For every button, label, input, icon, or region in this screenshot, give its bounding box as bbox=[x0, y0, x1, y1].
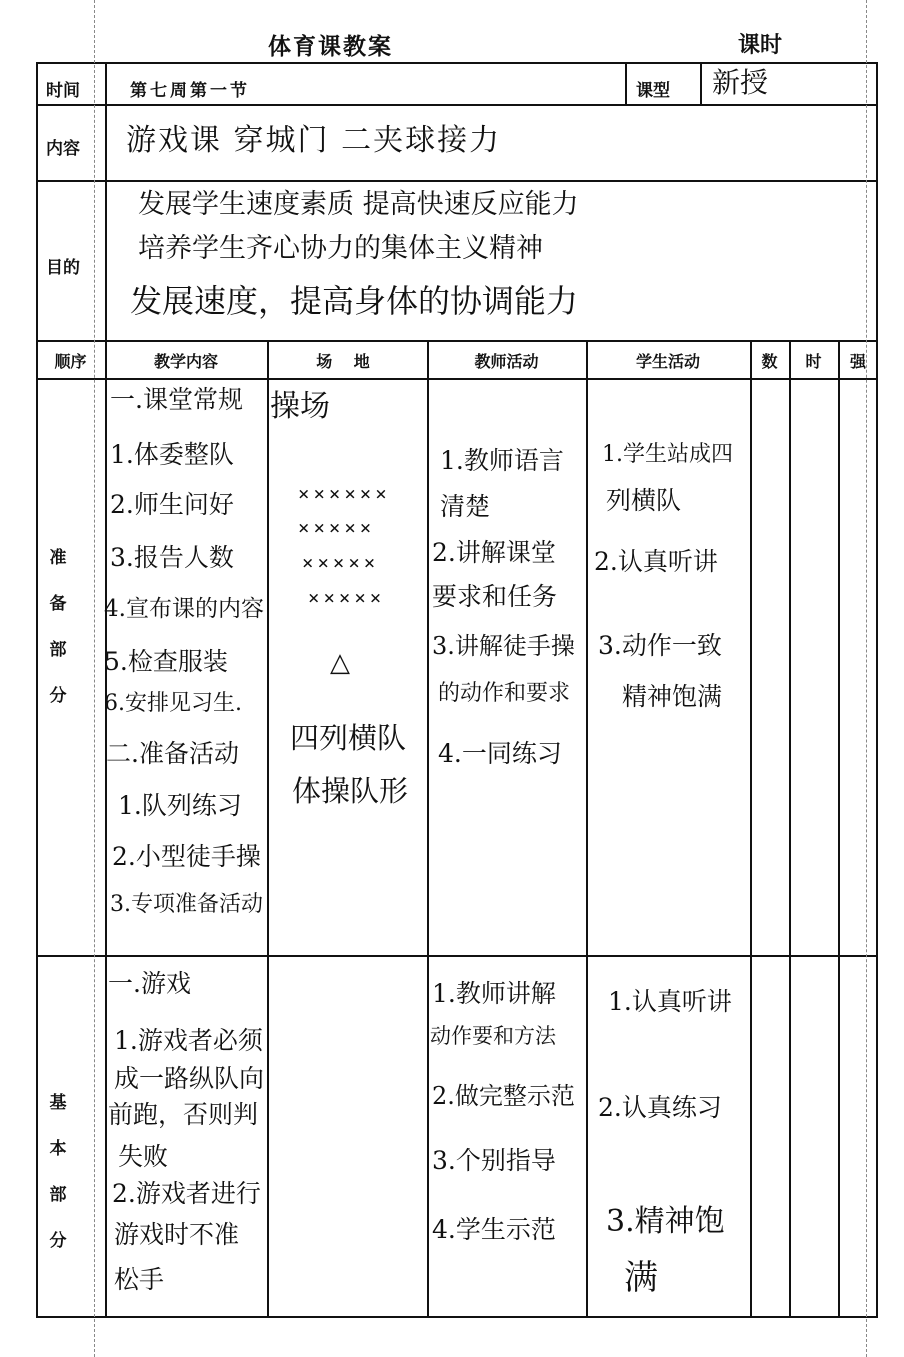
prep-teaching-line: 3.专项准备活动 bbox=[110, 892, 263, 917]
basic-teaching-line: 松手 bbox=[114, 1265, 165, 1294]
prep-teaching-line: 6.安排见习生. bbox=[104, 691, 242, 716]
time-label: 时间 bbox=[46, 81, 80, 101]
prep-site-place: 操场 bbox=[270, 389, 330, 424]
prep-teaching-line: 1.队列练习 bbox=[118, 791, 242, 820]
prep-student-line: 3.动作一致 bbox=[598, 631, 722, 660]
section-label-prep: 准备部分 bbox=[49, 548, 67, 706]
prep-teacher-line: 的动作和要求 bbox=[438, 681, 571, 706]
prep-teaching-line: 1.体委整队 bbox=[110, 440, 234, 469]
basic-student-line: 2.认真练习 bbox=[598, 1093, 722, 1122]
prep-student-line: 精神饱满 bbox=[622, 682, 723, 711]
content-value: 游戏课 穿城门 二夹球接力 bbox=[126, 123, 502, 158]
header-count: 数 bbox=[761, 352, 778, 371]
col-divider bbox=[838, 340, 840, 1318]
period-label: 课时 bbox=[738, 33, 783, 58]
goal-line: 培养学生齐心协力的集体主义精神 bbox=[138, 233, 543, 264]
basic-teacher-line: 3.个别指导 bbox=[432, 1146, 556, 1175]
prep-teaching-line: 2.师生问好 bbox=[110, 490, 234, 519]
prep-site-caption: 体操队形 bbox=[292, 774, 409, 808]
time-value: 第七周第一节 bbox=[130, 81, 250, 101]
col-divider bbox=[700, 62, 702, 104]
basic-teaching-line: 前跑，否则判 bbox=[108, 1100, 259, 1129]
col-divider bbox=[267, 340, 269, 1318]
basic-teacher-line: 1.教师讲解 bbox=[432, 979, 556, 1008]
header-time: 时 bbox=[805, 352, 822, 371]
basic-teaching-line: 1.游戏者必须 bbox=[114, 1026, 263, 1055]
prep-teaching-line: 3.报告人数 bbox=[110, 543, 234, 572]
prep-teacher-line: 清楚 bbox=[440, 492, 491, 521]
col-divider bbox=[789, 340, 791, 1318]
prep-student-line: 1.学生站成四 bbox=[602, 442, 733, 467]
goal-line: 发展速度，提高身体的协调能力 bbox=[130, 282, 579, 320]
basic-teacher-line: 2.做完整示范 bbox=[432, 1082, 575, 1110]
prep-student-line: 列横队 bbox=[606, 486, 682, 515]
basic-teaching-line: 成一路纵队向 bbox=[114, 1064, 265, 1093]
basic-student-line: 1.认真听讲 bbox=[608, 987, 732, 1016]
scan-fold-line bbox=[94, 0, 95, 1357]
prep-site-caption: 四列横队 bbox=[290, 721, 407, 755]
prep-teaching-line: 2.小型徒手操 bbox=[112, 842, 261, 871]
basic-teaching-line: 失败 bbox=[118, 1142, 169, 1171]
basic-teaching-line: 游戏时不准 bbox=[114, 1220, 240, 1249]
formation-row: ×××××× bbox=[298, 483, 391, 505]
prep-teacher-line: 4.一同练习 bbox=[438, 739, 562, 768]
col-divider bbox=[105, 62, 107, 1318]
col-divider bbox=[625, 62, 627, 104]
prep-teaching-line: 一.课堂常规 bbox=[110, 385, 243, 414]
formation-row: ××××× bbox=[308, 587, 386, 609]
header-site: 场 地 bbox=[316, 352, 378, 371]
prep-teacher-line: 3.讲解徒手操 bbox=[432, 632, 575, 660]
prep-teaching-line: 5.检查服装 bbox=[104, 647, 228, 676]
goal-label: 目的 bbox=[46, 258, 80, 278]
header-intensity: 强 bbox=[849, 352, 866, 371]
prep-teacher-line: 要求和任务 bbox=[432, 582, 558, 611]
basic-teacher-line: 4.学生示范 bbox=[432, 1215, 556, 1244]
header-student: 学生活动 bbox=[635, 352, 700, 371]
section-label-basic: 基本部分 bbox=[49, 1093, 67, 1251]
prep-teacher-line: 2.讲解课堂 bbox=[432, 538, 556, 567]
basic-teaching-line: 一.游戏 bbox=[108, 969, 191, 998]
teacher-position-icon: △ bbox=[330, 648, 350, 678]
col-divider bbox=[750, 340, 752, 1318]
prep-teaching-line: 4.宣布课的内容 bbox=[104, 596, 264, 622]
header-teaching: 教学内容 bbox=[153, 352, 218, 371]
lesson-type-value: 新授 bbox=[712, 66, 769, 99]
formation-row: ××××× bbox=[298, 517, 376, 539]
goal-line: 发展学生速度素质 提高快速反应能力 bbox=[138, 189, 579, 220]
row-divider bbox=[36, 104, 878, 106]
header-order: 顺序 bbox=[54, 352, 87, 371]
prep-student-line: 2.认真听讲 bbox=[594, 547, 718, 576]
basic-teacher-line: 动作要和方法 bbox=[430, 1024, 556, 1048]
page-title: 体育课教案 bbox=[268, 34, 393, 60]
col-divider bbox=[586, 340, 588, 1318]
content-label: 内容 bbox=[46, 139, 80, 159]
row-divider bbox=[36, 180, 878, 182]
prep-teaching-line: 二.准备活动 bbox=[106, 739, 239, 768]
basic-teaching-line: 2.游戏者进行 bbox=[112, 1179, 261, 1208]
prep-teacher-line: 1.教师语言 bbox=[440, 446, 564, 475]
header-teacher: 教师活动 bbox=[474, 352, 539, 371]
col-divider bbox=[427, 340, 429, 1318]
formation-row: ××××× bbox=[302, 552, 380, 574]
basic-student-line: 满 bbox=[624, 1258, 658, 1298]
basic-student-line: 3.精神饱 bbox=[606, 1204, 725, 1239]
scan-fold-line bbox=[866, 0, 867, 1357]
lesson-type-label: 课型 bbox=[636, 81, 670, 101]
